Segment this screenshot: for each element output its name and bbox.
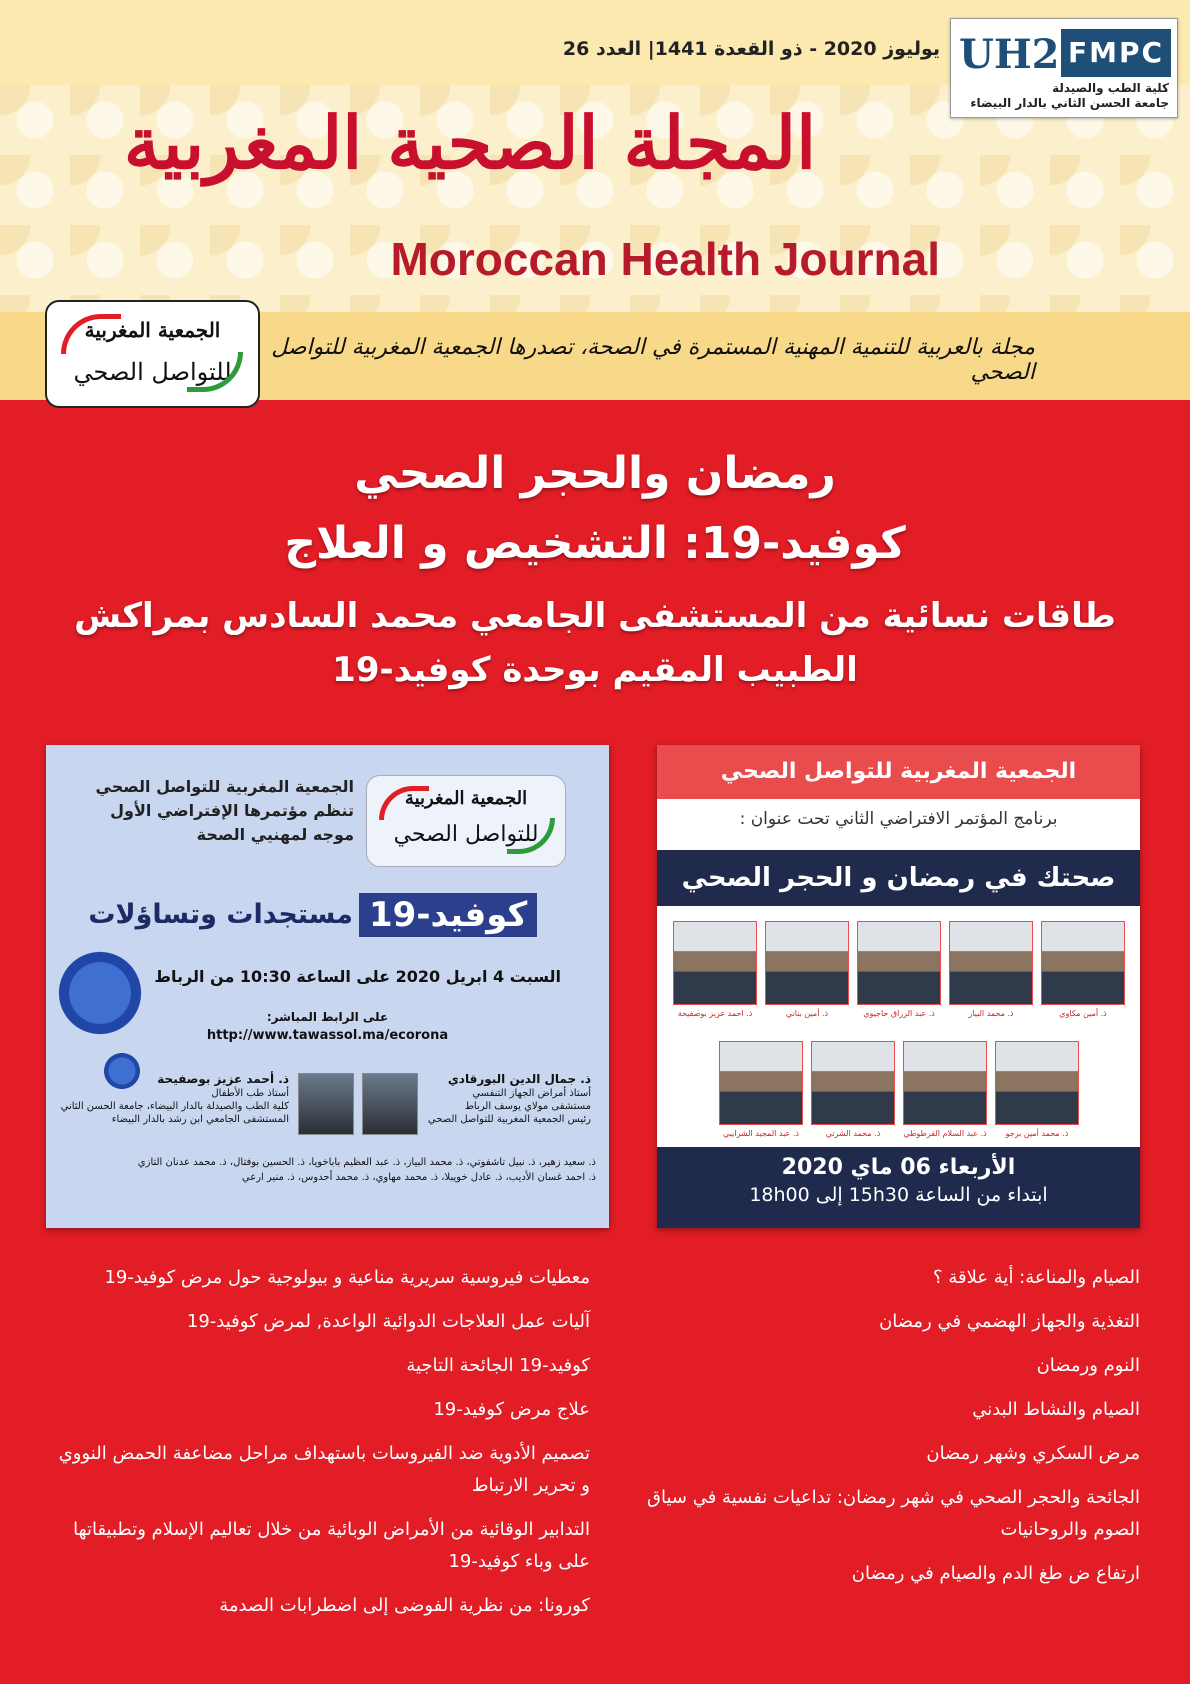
flyer1-org-line-3: موجه لمهنيي الصحة: [196, 825, 354, 844]
flyer1-logo-line-2: للتواصل الصحي: [393, 822, 539, 847]
topic-item: كوفيد-19 الجائحة التاجية: [406, 1355, 590, 1376]
speaker-portrait: [673, 921, 757, 1005]
flyer1-logo-line-1: الجمعية المغربية: [404, 788, 528, 809]
speaker-1-line-1: أستاذ أمراض الجهاز التنفسي: [472, 1088, 591, 1099]
speaker-caption: ذ. محمد الشرتي: [825, 1129, 881, 1138]
faculty-name: [970, 81, 1169, 111]
speaker-caption: ذ. أمين بناني: [785, 1009, 829, 1018]
headline-4: الطبيب المقيم بوحدة كوفيد-19: [332, 650, 858, 690]
journal-title-english: Moroccan Health Journal: [390, 233, 940, 285]
speaker-caption: ذ. أمين مكاوي: [1059, 1009, 1107, 1018]
speaker-portrait: [1041, 921, 1125, 1005]
flyer1-organizer: [54, 775, 354, 847]
flyer2-program: برنامج المؤتمر الافتراضي الثاني تحت عنوان :: [739, 809, 1058, 829]
speaker-caption: ذ. محمد البياز: [968, 1009, 1014, 1018]
topic-item: معطيات فيروسية سريرية مناعية و بيولوجية حول مرض كوفيد-19: [104, 1267, 590, 1288]
topic-item: كورونا: من نظرية الفوضى إلى اضطرابات الصدمة: [219, 1595, 590, 1616]
topic-item: تصميم الأدوية ضد الفيروسات باستهداف مراحل مضاعفة الحمض النووي و تحرير الارتباط: [58, 1443, 590, 1496]
topic-item: التغذية والجهاز الهضمي في رمضان: [879, 1311, 1140, 1332]
virus-icon: [52, 945, 148, 1041]
flyer1-logo-green-arc: [507, 818, 555, 854]
speaker-1-photo: [362, 1073, 418, 1135]
faculty-line-2: جامعة الحسن الثاني بالدار البيضاء: [970, 96, 1169, 110]
speaker-1-line-2: مستشفى مولاي يوسف الرباط: [464, 1101, 591, 1112]
speaker-1-line-3: رئيس الجمعية المغربية للتواصل الصحي: [427, 1114, 591, 1125]
flyer2-theme: صحتك في رمضان و الحجر الصحي: [657, 850, 1140, 906]
topics-list-ramadan: [640, 1262, 1140, 1602]
topic-item: الصيام والمناعة: أية علاقة ؟: [933, 1267, 1140, 1288]
uh2-monogram: UH2: [959, 31, 1060, 78]
flyer1-org-line-2: تنظم مؤتمرها الإفتراضي الأول: [110, 801, 354, 820]
journal-title-arabic: المجلة الصحية المغربية: [123, 100, 817, 185]
flyer2-time: ابتداء من الساعة 15h30 إلى 18h00: [749, 1184, 1048, 1206]
topic-item: النوم ورمضان: [1036, 1355, 1140, 1376]
topics-list-covid: [50, 1262, 590, 1634]
speaker-2-line-3: المستشفى الجامعي ابن رشد بالدار البيضاء: [111, 1114, 289, 1125]
speaker-portrait: [949, 921, 1033, 1005]
participants-line-2: ذ. احمد غسان الأديب، ذ. عادل خويبلا، ذ. محمد مهاوي، ذ. محمد أحدوس، ذ. منير ارعي: [241, 1172, 596, 1183]
flyer1-org-line-1: الجمعية المغربية للتواصل الصحي: [95, 777, 354, 796]
topic-item: علاج مرض كوفيد-19: [433, 1399, 590, 1420]
topic-item: ارتفاع ض طغ الدم والصيام في رمضان: [851, 1563, 1140, 1584]
speaker-2: [49, 1073, 289, 1126]
speaker-portrait: [811, 1041, 895, 1125]
society-logo: [45, 300, 260, 408]
flyer1-link[interactable]: http://www.tawassol.ma/ecorona: [206, 1028, 449, 1043]
headline-3: طاقات نسائية من المستشفى الجامعي محمد السادس بمراكش: [74, 596, 1116, 636]
speaker-portrait: [719, 1041, 803, 1125]
topic-item: الصيام والنشاط البدني: [972, 1399, 1140, 1420]
covid-label: كوفيد-19: [359, 893, 537, 937]
speaker-caption: ذ. عبد المجيد الشرايبي: [723, 1129, 799, 1138]
speaker-caption: ذ. عبد السلام القرطوطي: [903, 1129, 987, 1138]
flyer1-society-logo: [366, 775, 566, 867]
speaker-1-name: ذ. جمال الدين البورقادي: [447, 1072, 591, 1086]
speaker-2-name: ذ. أحمد عزيز بوصفيحة: [157, 1072, 289, 1086]
speaker-portrait: [903, 1041, 987, 1125]
speaker-portrait: [857, 921, 941, 1005]
flyer1-date: السبت 4 ابريل 2020 على الساعة 10:30 من الرباط: [154, 967, 561, 986]
speaker-caption: ذ. عبد الرزاق حاجيوي: [863, 1009, 935, 1018]
flyer2-header: الجمعية المغربية للتواصل الصحي: [657, 745, 1140, 799]
topic-item: مرض السكري وشهر رمضان: [926, 1443, 1140, 1464]
headline-2: كوفيد-19: التشخيص و العلاج: [284, 518, 906, 569]
issue-line: يوليوز 2020 - ذو القعدة 1441| العدد 26: [562, 38, 940, 60]
faculty-line-1: كلية الطب والصيدلة: [1052, 81, 1169, 95]
flyer1-participants: [56, 1155, 596, 1185]
topic-item: الجائحة والحجر الصحي في شهر رمضان: تداعيات نفسية في سياق الصوم والروحانيات: [647, 1487, 1140, 1540]
speaker-2-line-2: كلية الطب والصيدلة بالدار البيضاء، جامعة الحسن الثاني: [60, 1101, 289, 1112]
topic-item: آليات عمل العلاجات الدوائية الواعدة, لمرض كوفيد-19: [186, 1311, 590, 1332]
speaker-portrait: [765, 921, 849, 1005]
fmpc-logo: [950, 18, 1178, 118]
conference-flyer-1: [46, 745, 609, 1228]
speaker-caption: ذ. احمد عزيز بوصفيحة: [677, 1009, 753, 1018]
headline-1: رمضان والحجر الصحي: [354, 448, 836, 499]
journal-subtitle: مجلة بالعربية للتنمية المهنية المستمرة في الصحة، تصدرها الجمعية المغربية للتواصل الصحي: [271, 335, 1035, 385]
flyer2-footer: [657, 1147, 1140, 1228]
topic-item: التدابير الوقائية من الأمراض الوبائية من خلال تعاليم الإسلام وتطبيقاتها على وباء كوفيد-19: [73, 1519, 590, 1572]
speaker-caption: ذ. محمد أمين برجو: [1005, 1129, 1069, 1138]
speaker-2-line-1: أستاذ طب الأطفال: [211, 1088, 289, 1099]
conference-flyer-2: [657, 745, 1140, 1228]
society-logo-line-2: للتواصل الصحي: [73, 358, 232, 386]
flyer1-link-label: على الرابط المباشر:: [266, 1010, 389, 1024]
flyer1-topic: مستجدات وتساؤلات: [88, 899, 353, 930]
speaker-portrait: [995, 1041, 1079, 1125]
participants-line-1: ذ. سعيد زهير، ذ. نبيل تاشفوتي، ذ. محمد البياز، ذ. عبد العظيم باباخويا، ذ. الحسين بوفتال، ذ. محمد عدنان التازي: [137, 1157, 596, 1168]
flyer2-date: الأربعاء 06 ماي 2020: [781, 1155, 1016, 1180]
speaker-2-photo: [298, 1073, 354, 1135]
society-logo-line-1: الجمعية المغربية: [84, 318, 221, 342]
fmpc-badge: FMPC: [1061, 29, 1171, 77]
